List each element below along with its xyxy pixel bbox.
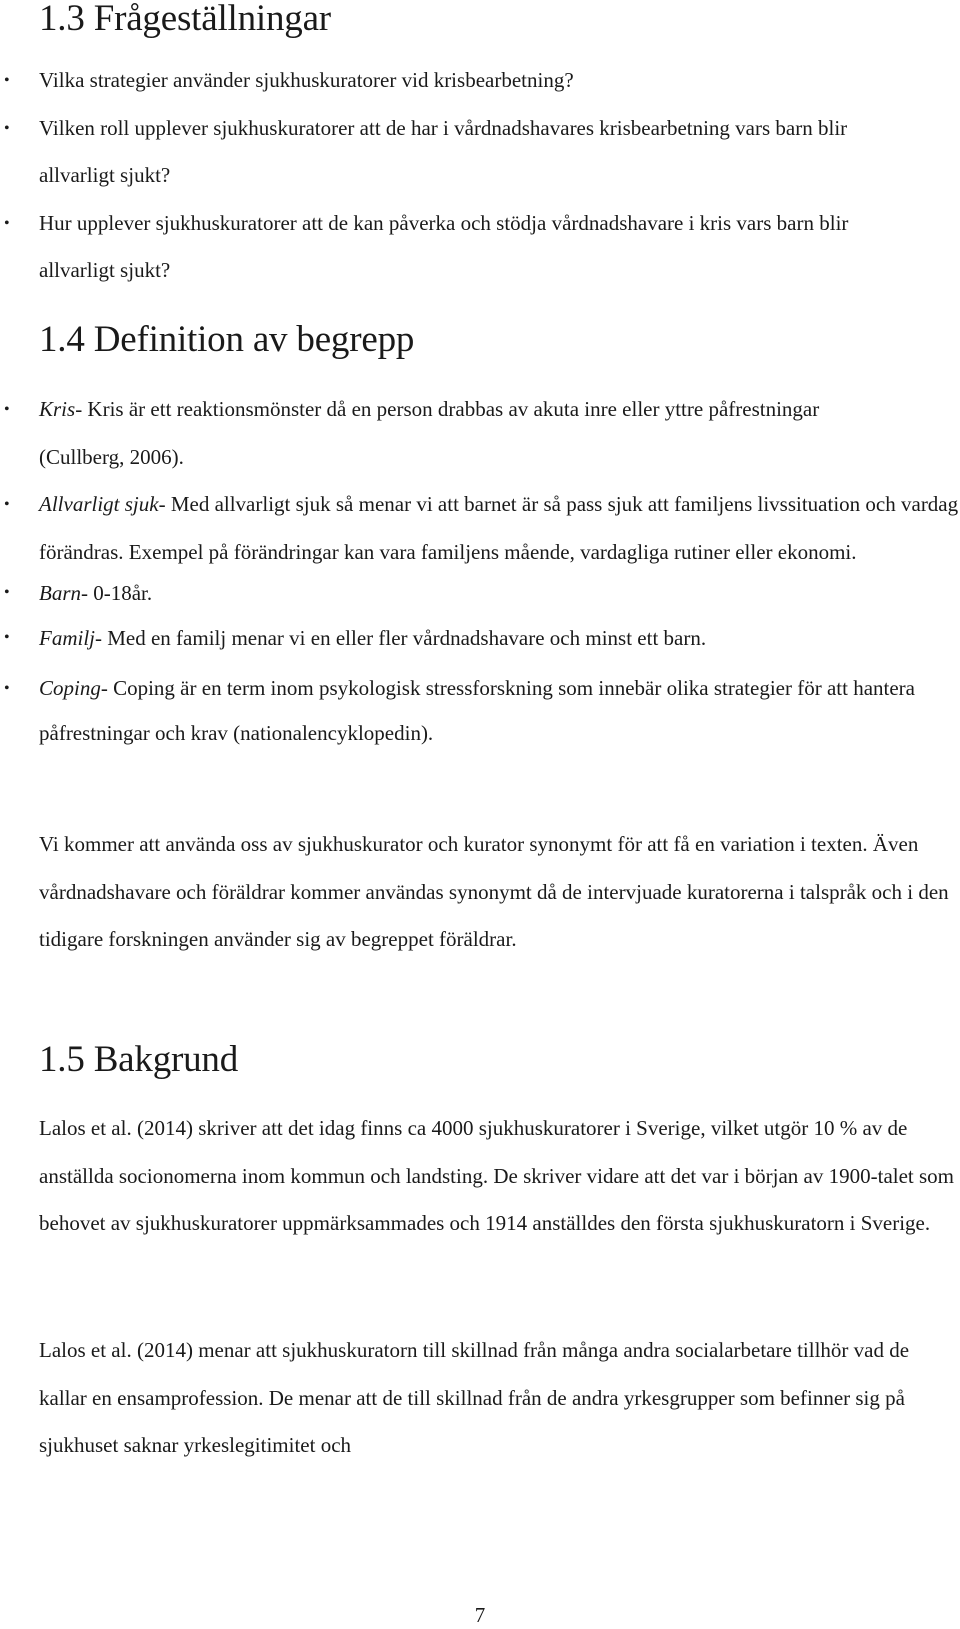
definition-item [0,386,960,481]
research-questions-list [0,57,960,295]
bullet-icon: • [4,214,10,232]
definitions-list [0,386,960,756]
bullet-icon: • [4,680,10,697]
bullet-icon: • [4,629,10,646]
section-heading-definitions: 1.4 Definition av begrepp [39,319,415,360]
definition-text: - Kris är ett reaktionsmönster då en person drabbas av akuta inre eller yttre påfrestningar (Cullberg, 2006). [39,397,820,469]
definition-term: Barn [39,581,81,605]
definition-text: - Coping är en term inom psykologisk stressforskning som innebär olika strategier för att hantera påfrestningar och krav (nationalencyklopedin). [39,676,915,745]
background-paragraph: Lalos et al. (2014) skriver att det idag finns ca 4000 sjukhuskuratorer i Sverige, vilket utgör 10 % av de anställda socionomerna inom kommun och landsting. De skriver vidare att det var i början av 1900-talet som behovet av sjukhuskuratorer uppmärksammades och 1914 anställdes den första sjukhuskuratorn i Sverige. [39,1116,955,1235]
definition-text: - 0-18år. [81,581,153,605]
background-paragraph: Lalos et al. (2014) menar att sjukhuskuratorn till skillnad från många andra socialarbetare tillhör vad de kallar en ensamprofession. De menar att de till skillnad från de andra yrkesgrupper som befinner sig på sjukhuset saknar yrkeslegitimitet och [39,1338,910,1457]
bullet-icon: • [4,496,10,513]
question-text: Hur upplever sjukhuskuratorer att de kan påverka och stödja vårdnadshavare i kris vars barn blir allvarligt sjukt? [39,210,849,282]
definition-text: - Med en familj menar vi en eller fler vårdnadshavare och minst ett barn. [95,626,707,650]
bullet-icon: • [4,401,10,418]
bullet-icon: • [4,72,10,89]
list-item [0,105,960,200]
list-item [0,200,960,295]
section-heading-background: 1.5 Bakgrund [39,1039,239,1080]
definition-item [0,481,960,576]
definition-term: Coping [39,676,101,700]
section-heading-questions: 1.3 Frågeställningar [39,0,331,39]
page-number: 7 [474,1603,486,1627]
synonym-note: Vi kommer att använda oss av sjukhuskurator och kurator synonymt för att få en variation i texten. Även vårdnadshavare och föräldrar kommer användas synonymt då de intervjuade kuratorerna i talspråk och i den tidigare forskningen använder sig av begreppet föräldrar. [39,832,949,951]
question-text: Vilka strategier använder sjukhuskuratorer vid krisbearbetning? [39,68,574,92]
definition-item [0,576,960,610]
bullet-icon: • [4,584,10,601]
list-item [0,57,960,105]
definition-term: Allvarligt sjuk [39,492,159,516]
question-text: Vilken roll upplever sjukhuskuratorer att de har i vårdnadshavares krisbearbetning vars barn blir allvarligt sjukt? [39,115,848,187]
definition-text: - Med allvarligt sjuk så menar vi att barnet är så pass sjuk att familjens livssituation och vardag förändras. Exempel på förändringar kan vara familjens mående, vardagliga rutiner eller ekonomi. [39,492,959,564]
definition-item [0,610,960,666]
bullet-icon: • [4,119,10,137]
definition-term: Kris [39,397,76,421]
definition-item [0,666,960,756]
definition-term: Familj [39,626,95,650]
